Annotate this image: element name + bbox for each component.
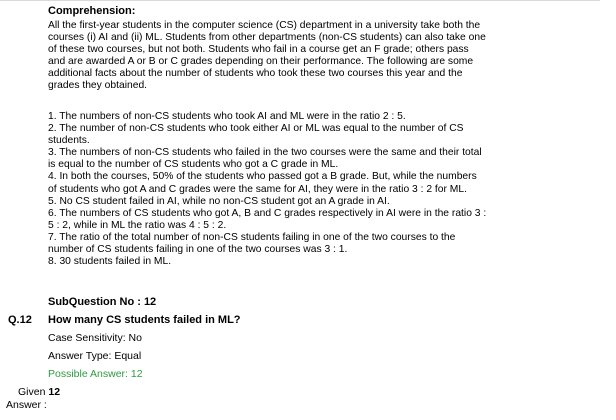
fact-item: 5. No CS student failed in AI, while no non-CS student got an A grade in AI. bbox=[48, 195, 390, 207]
question-number: Q.12 bbox=[8, 314, 32, 326]
possible-answer: Possible Answer: 12 bbox=[48, 368, 143, 380]
answer-label: Answer : bbox=[6, 399, 47, 411]
fact-item: 2. The number of non-CS students who took either AI or ML was equal to the number of CS students. bbox=[48, 123, 464, 147]
question-text: How many CS students failed in ML? bbox=[48, 314, 241, 326]
comprehension-paragraph: All the first-year students in the computer science (CS) department in a university take both the courses (i) AI and (ii) ML. Students from other departments (non-CS students) can also take one of these two courses, but not both. Students who fail in a course get an F grade; others pass and are awarded A or B or C grades depending on their performance. The following are some additional facts about the number of students who took these two courses this year and the grades they obtained. bbox=[48, 20, 486, 92]
fact-item: 4. In both the courses, 50% of the students who passed got a B grade. But, while the numbers of students who got A and C grades were the same for AI, they were in the ratio 3 : 2 for ML. bbox=[48, 171, 477, 195]
comprehension-passage bbox=[48, 20, 488, 93]
subquestion-label: SubQuestion No : 12 bbox=[48, 296, 157, 308]
facts-list bbox=[48, 111, 488, 268]
comprehension-heading: Comprehension: bbox=[48, 5, 136, 17]
case-sensitivity: Case Sensitivity: No bbox=[48, 332, 142, 344]
fact-item: 1. The numbers of non-CS students who took AI and ML were in the ratio 2 : 5. bbox=[48, 111, 406, 122]
fact-item: 3. The numbers of non-CS students who failed in the two courses were the same and their total is equal to the number of CS students who got a C grade in ML. bbox=[48, 147, 482, 171]
given-answer-value: 12 bbox=[48, 386, 61, 398]
given-answer bbox=[18, 386, 60, 398]
fact-item: 7. The ratio of the total number of non-CS students failing in one of the two courses to the number of CS students failing in one of the two courses was 3 : 1. bbox=[48, 231, 456, 256]
fact-item: 8. 30 students failed in ML. bbox=[48, 256, 172, 268]
fact-item: 6. The numbers of CS students who got A, B and C grades respectively in AI were in the ratio 3 : 5 : 2, while in ML the ratio was 4 : 5 : 2. bbox=[48, 207, 487, 231]
answer-type: Answer Type: Equal bbox=[48, 350, 142, 362]
top-divider bbox=[0, 0, 600, 1]
given-answer-label: Given bbox=[18, 386, 46, 398]
